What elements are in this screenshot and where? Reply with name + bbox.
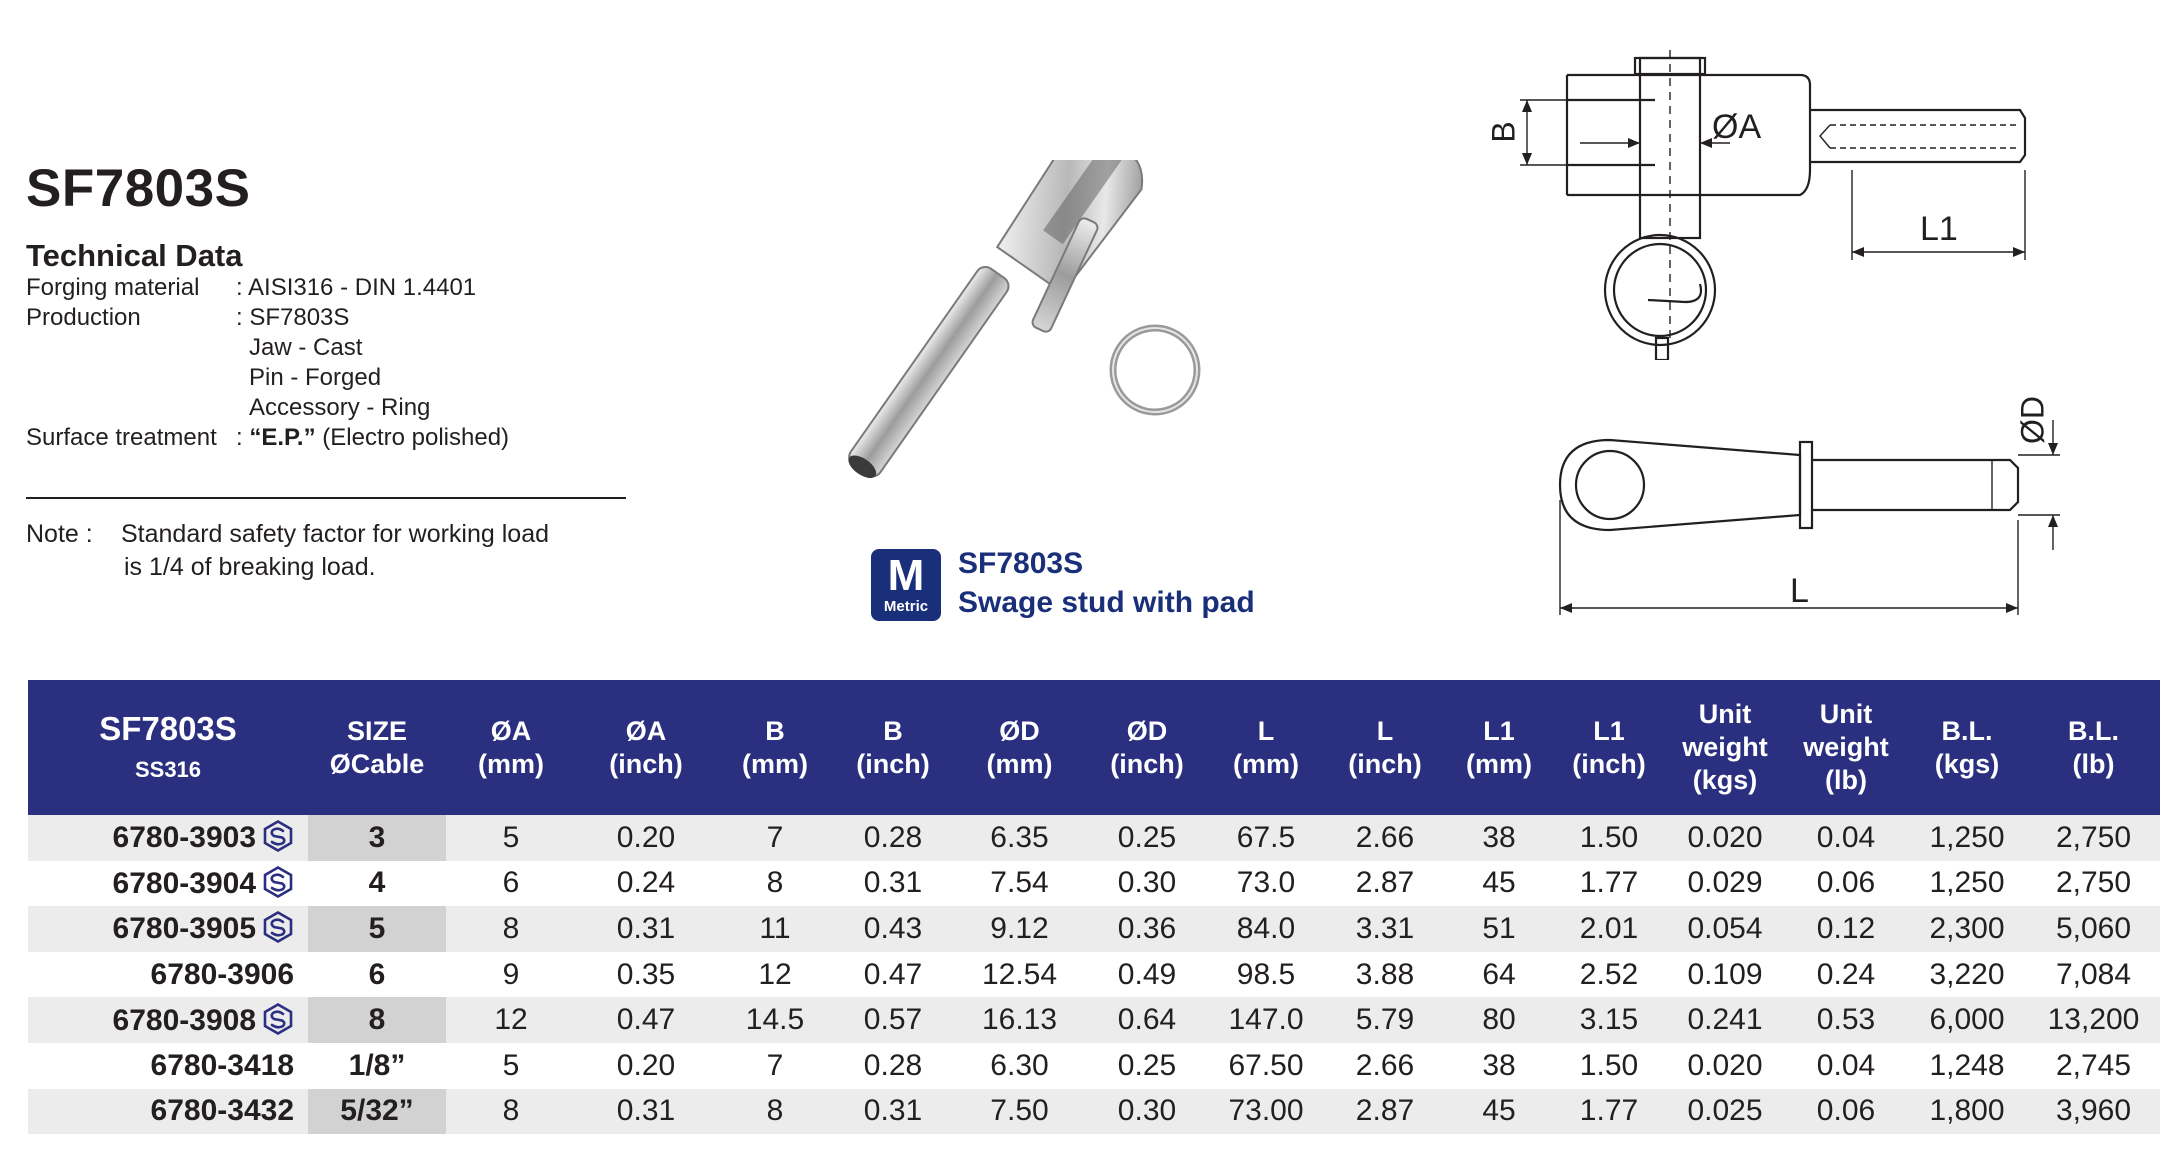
header-col-10 bbox=[1553, 680, 1665, 815]
table-cell: 2.52 bbox=[1553, 952, 1665, 998]
table-cell: 9 bbox=[446, 952, 576, 998]
caption-product-code: SF7803S bbox=[958, 547, 1084, 580]
part-number-cell bbox=[28, 952, 308, 998]
stock-hexagon-icon bbox=[262, 820, 294, 852]
table-cell: 2,750 bbox=[2027, 861, 2160, 907]
header-line: (inch) bbox=[856, 748, 930, 779]
table-cell: 0.31 bbox=[834, 861, 952, 907]
table-cell: 3,960 bbox=[2027, 1089, 2160, 1135]
spec-label: Forging material bbox=[26, 274, 200, 301]
header-line: (mm) bbox=[478, 748, 544, 779]
part-number-cell bbox=[28, 1089, 308, 1135]
cable-size-cell: 4 bbox=[308, 861, 446, 907]
header-line: ØD bbox=[999, 715, 1040, 746]
part-number: 6780-3903 bbox=[112, 821, 256, 855]
table-cell: 0.36 bbox=[1087, 906, 1207, 952]
header-line: ØA bbox=[625, 715, 667, 746]
table-cell: 73.00 bbox=[1207, 1089, 1325, 1135]
header-line: Unit bbox=[1819, 699, 1873, 729]
header-line: (mm) bbox=[986, 748, 1053, 779]
header-col-0 bbox=[308, 680, 446, 815]
header-col-3 bbox=[716, 680, 834, 815]
technical-drawing-side bbox=[1550, 380, 2090, 630]
header-col-1 bbox=[446, 680, 576, 815]
header-code-label: SF7803S bbox=[99, 709, 237, 747]
header-col-8 bbox=[1325, 680, 1445, 815]
table-cell: 1,248 bbox=[1907, 1043, 2027, 1089]
metric-badge bbox=[871, 549, 941, 621]
header-line: weight bbox=[1682, 732, 1768, 762]
cable-size-cell: 1/8” bbox=[308, 1043, 446, 1089]
table-cell: 11 bbox=[716, 906, 834, 952]
table-cell: 7.54 bbox=[952, 861, 1087, 907]
metric-badge-text: Metric bbox=[883, 598, 929, 615]
part-number-cell bbox=[28, 815, 308, 861]
table-cell: 0.20 bbox=[576, 1043, 716, 1089]
table-cell: 7 bbox=[716, 1043, 834, 1089]
technical-data-heading: Technical Data bbox=[26, 238, 243, 273]
header-line: ØD bbox=[1126, 715, 1168, 746]
part-number: 6780-3904 bbox=[112, 866, 256, 900]
table-cell: 2.87 bbox=[1325, 1089, 1445, 1135]
header-line: weight bbox=[1803, 732, 1889, 762]
table-cell: 12 bbox=[446, 997, 576, 1043]
table-cell: 0.025 bbox=[1665, 1089, 1785, 1135]
table-cell: 1.77 bbox=[1553, 1089, 1665, 1135]
table-cell: 0.12 bbox=[1785, 906, 1907, 952]
table-cell: 98.5 bbox=[1207, 952, 1325, 998]
production-part-accessory: Accessory - Ring bbox=[249, 394, 431, 421]
table-cell: 5 bbox=[446, 1043, 576, 1089]
header-line: (kgs) bbox=[1934, 748, 2000, 779]
section-divider bbox=[26, 497, 626, 499]
header-line: SIZE bbox=[346, 715, 407, 746]
table-cell: 6.35 bbox=[952, 815, 1087, 861]
spec-label: Surface treatment bbox=[26, 424, 217, 451]
table-row bbox=[28, 906, 2160, 952]
table-row bbox=[28, 997, 2160, 1043]
table-row bbox=[28, 1043, 2160, 1089]
table-cell: 0.28 bbox=[834, 1043, 952, 1089]
table-cell: 3.88 bbox=[1325, 952, 1445, 998]
header-col-5 bbox=[952, 680, 1087, 815]
header-col-14 bbox=[2027, 680, 2160, 815]
metric-badge-letter: M bbox=[887, 551, 925, 600]
table-cell: 67.5 bbox=[1207, 815, 1325, 861]
part-number: 6780-3905 bbox=[112, 912, 256, 946]
spec-production bbox=[26, 303, 349, 333]
part-number-cell bbox=[28, 997, 308, 1043]
header-code-material: SS316 bbox=[134, 756, 202, 782]
caption-product-description: Swage stud with pad bbox=[958, 586, 1255, 619]
table-cell: 7 bbox=[716, 815, 834, 861]
table-cell: 0.020 bbox=[1665, 1043, 1785, 1089]
table-cell: 1,800 bbox=[1907, 1089, 2027, 1135]
part-number-cell bbox=[28, 861, 308, 907]
table-cell: 1,250 bbox=[1907, 861, 2027, 907]
table-cell: 5.79 bbox=[1325, 997, 1445, 1043]
spec-value-bold: “E.P.” bbox=[249, 424, 316, 451]
spec-surface-treatment bbox=[26, 423, 509, 453]
table-cell: 3.31 bbox=[1325, 906, 1445, 952]
table-cell: 51 bbox=[1445, 906, 1553, 952]
header-line: B.L. bbox=[2068, 715, 2119, 746]
table-cell: 64 bbox=[1445, 952, 1553, 998]
header-col-12 bbox=[1785, 680, 1907, 815]
part-number: 6780-3906 bbox=[150, 957, 294, 991]
part-number: 6780-3908 bbox=[112, 1003, 256, 1037]
stock-hexagon-icon bbox=[262, 866, 294, 898]
table-cell: 0.020 bbox=[1665, 815, 1785, 861]
table-cell: 147.0 bbox=[1207, 997, 1325, 1043]
table-cell: 73.0 bbox=[1207, 861, 1325, 907]
table-cell: 9.12 bbox=[952, 906, 1087, 952]
table-cell: 7,084 bbox=[2027, 952, 2160, 998]
part-number-cell bbox=[28, 1043, 308, 1089]
table-row bbox=[28, 952, 2160, 998]
table-cell: 2.87 bbox=[1325, 861, 1445, 907]
spec-value: : AISI316 - DIN 1.4401 bbox=[236, 274, 477, 301]
table-cell: 0.28 bbox=[834, 815, 952, 861]
header-col-9 bbox=[1445, 680, 1553, 815]
header-line: (lb) bbox=[2072, 748, 2115, 779]
header-line: L bbox=[1257, 715, 1275, 746]
table-cell: 0.31 bbox=[834, 1089, 952, 1135]
table-cell: 6 bbox=[446, 861, 576, 907]
table-cell: 0.64 bbox=[1087, 997, 1207, 1043]
header-line: (inch) bbox=[609, 748, 683, 779]
table-cell: 0.25 bbox=[1087, 1043, 1207, 1089]
table-cell: 0.30 bbox=[1087, 1089, 1207, 1135]
table-row bbox=[28, 861, 2160, 907]
table-header-row bbox=[28, 680, 2160, 815]
header-line: (inch) bbox=[1348, 748, 1422, 779]
table-body bbox=[28, 815, 2160, 1134]
table-cell: 2.66 bbox=[1325, 1043, 1445, 1089]
table-cell: 1.50 bbox=[1553, 815, 1665, 861]
header-line: B.L. bbox=[1941, 715, 1993, 746]
table-cell: 80 bbox=[1445, 997, 1553, 1043]
header-col-2 bbox=[576, 680, 716, 815]
dimension-label-l: L bbox=[1790, 572, 1809, 610]
header-line: (mm) bbox=[1233, 748, 1299, 779]
production-part-pin: Pin - Forged bbox=[249, 364, 382, 391]
table-cell: 3.15 bbox=[1553, 997, 1665, 1043]
spec-value-rest: (Electro polished) bbox=[315, 424, 510, 451]
table-cell: 38 bbox=[1445, 815, 1553, 861]
header-line: (lb) bbox=[1825, 765, 1867, 795]
header-col-6 bbox=[1087, 680, 1207, 815]
table-cell: 0.029 bbox=[1665, 861, 1785, 907]
table-cell: 6,000 bbox=[1907, 997, 2027, 1043]
note-label: Note : bbox=[26, 520, 93, 548]
header-line: (mm) bbox=[742, 748, 808, 779]
dimension-label-l1: L1 bbox=[1920, 210, 1958, 248]
table-cell: 38 bbox=[1445, 1043, 1553, 1089]
table-cell: 0.47 bbox=[576, 997, 716, 1043]
table-cell: 1,250 bbox=[1907, 815, 2027, 861]
part-number: 6780-3418 bbox=[150, 1048, 294, 1082]
table-cell: 0.30 bbox=[1087, 861, 1207, 907]
production-part-jaw: Jaw - Cast bbox=[249, 334, 363, 361]
product-title: SF7803S bbox=[26, 159, 251, 218]
table-cell: 0.47 bbox=[834, 952, 952, 998]
spec-value-prefix: : bbox=[236, 424, 250, 451]
part-number-cell bbox=[28, 906, 308, 952]
header-line: (kgs) bbox=[1692, 765, 1758, 795]
table-cell: 0.31 bbox=[576, 1089, 716, 1135]
header-product-code bbox=[28, 680, 308, 815]
table-cell: 1.50 bbox=[1553, 1043, 1665, 1089]
table-cell: 0.04 bbox=[1785, 815, 1907, 861]
table-cell: 13,200 bbox=[2027, 997, 2160, 1043]
table-cell: 2.01 bbox=[1553, 906, 1665, 952]
spec-forging-material bbox=[26, 273, 476, 303]
header-line: L1 bbox=[1483, 715, 1515, 746]
cable-size-cell: 8 bbox=[308, 997, 446, 1043]
table-cell: 67.50 bbox=[1207, 1043, 1325, 1089]
header-col-7 bbox=[1207, 680, 1325, 815]
table-cell: 0.31 bbox=[576, 906, 716, 952]
cable-size-cell: 3 bbox=[308, 815, 446, 861]
table-cell: 84.0 bbox=[1207, 906, 1325, 952]
table-cell: 0.241 bbox=[1665, 997, 1785, 1043]
table-cell: 2.66 bbox=[1325, 815, 1445, 861]
table-cell: 7.50 bbox=[952, 1089, 1087, 1135]
cable-size-cell: 5/32” bbox=[308, 1089, 446, 1135]
table-cell: 45 bbox=[1445, 861, 1553, 907]
table-cell: 12 bbox=[716, 952, 834, 998]
table-cell: 0.49 bbox=[1087, 952, 1207, 998]
table-cell: 0.054 bbox=[1665, 906, 1785, 952]
note-text-line1: Standard safety factor for working load bbox=[121, 520, 550, 548]
header-col-4 bbox=[834, 680, 952, 815]
spec-value: : SF7803S bbox=[236, 304, 350, 331]
table-cell: 0.24 bbox=[576, 861, 716, 907]
table-cell: 6.30 bbox=[952, 1043, 1087, 1089]
table-row bbox=[28, 1089, 2160, 1135]
header-line: B bbox=[765, 715, 785, 746]
note-text-line2: is 1/4 of breaking load. bbox=[124, 553, 376, 581]
header-line: L bbox=[1376, 715, 1394, 746]
table-cell: 0.06 bbox=[1785, 861, 1907, 907]
dimension-label-oa: ØA bbox=[1712, 108, 1762, 146]
table-cell: 0.109 bbox=[1665, 952, 1785, 998]
stock-hexagon-icon bbox=[262, 911, 294, 943]
table-cell: 0.43 bbox=[834, 906, 952, 952]
table-row bbox=[28, 815, 2160, 861]
dimension-label-od: ØD bbox=[2014, 396, 2051, 444]
table-cell: 0.20 bbox=[576, 815, 716, 861]
table-cell: 12.54 bbox=[952, 952, 1087, 998]
dimension-label-b: B bbox=[1485, 121, 1522, 143]
header-line: (inch) bbox=[1110, 748, 1184, 779]
header-line: (mm) bbox=[1466, 748, 1532, 779]
table-cell: 8 bbox=[716, 1089, 834, 1135]
product-photo bbox=[800, 160, 1320, 500]
table-cell: 8 bbox=[716, 861, 834, 907]
stock-hexagon-icon bbox=[262, 1003, 294, 1035]
table-cell: 3,220 bbox=[1907, 952, 2027, 998]
table-cell: 2,750 bbox=[2027, 815, 2160, 861]
table-cell: 5 bbox=[446, 815, 576, 861]
table-cell: 8 bbox=[446, 1089, 576, 1135]
header-line: Unit bbox=[1698, 699, 1752, 729]
table-cell: 1.77 bbox=[1553, 861, 1665, 907]
specification-table bbox=[28, 680, 2160, 1134]
header-line: ØCable bbox=[329, 748, 425, 779]
table-cell: 0.25 bbox=[1087, 815, 1207, 861]
table-cell: 8 bbox=[446, 906, 576, 952]
cable-size-cell: 5 bbox=[308, 906, 446, 952]
table-cell: 0.57 bbox=[834, 997, 952, 1043]
table-cell: 0.06 bbox=[1785, 1089, 1907, 1135]
header-line: B bbox=[883, 715, 903, 746]
table-cell: 0.04 bbox=[1785, 1043, 1907, 1089]
table-cell: 16.13 bbox=[952, 997, 1087, 1043]
header-col-13 bbox=[1907, 680, 2027, 815]
table-cell: 5,060 bbox=[2027, 906, 2160, 952]
header-line: ØA bbox=[490, 715, 532, 746]
table-cell: 0.53 bbox=[1785, 997, 1907, 1043]
header-line: L1 bbox=[1593, 715, 1625, 746]
cable-size-cell: 6 bbox=[308, 952, 446, 998]
table-cell: 0.35 bbox=[576, 952, 716, 998]
header-col-11 bbox=[1665, 680, 1785, 815]
table-cell: 2,745 bbox=[2027, 1043, 2160, 1089]
part-number: 6780-3432 bbox=[150, 1094, 294, 1128]
table-cell: 45 bbox=[1445, 1089, 1553, 1135]
table-cell: 0.24 bbox=[1785, 952, 1907, 998]
table-cell: 2,300 bbox=[1907, 906, 2027, 952]
header-line: (inch) bbox=[1572, 748, 1646, 779]
spec-label: Production bbox=[26, 304, 141, 331]
technical-drawing-top bbox=[1480, 40, 2040, 360]
table-cell: 14.5 bbox=[716, 997, 834, 1043]
